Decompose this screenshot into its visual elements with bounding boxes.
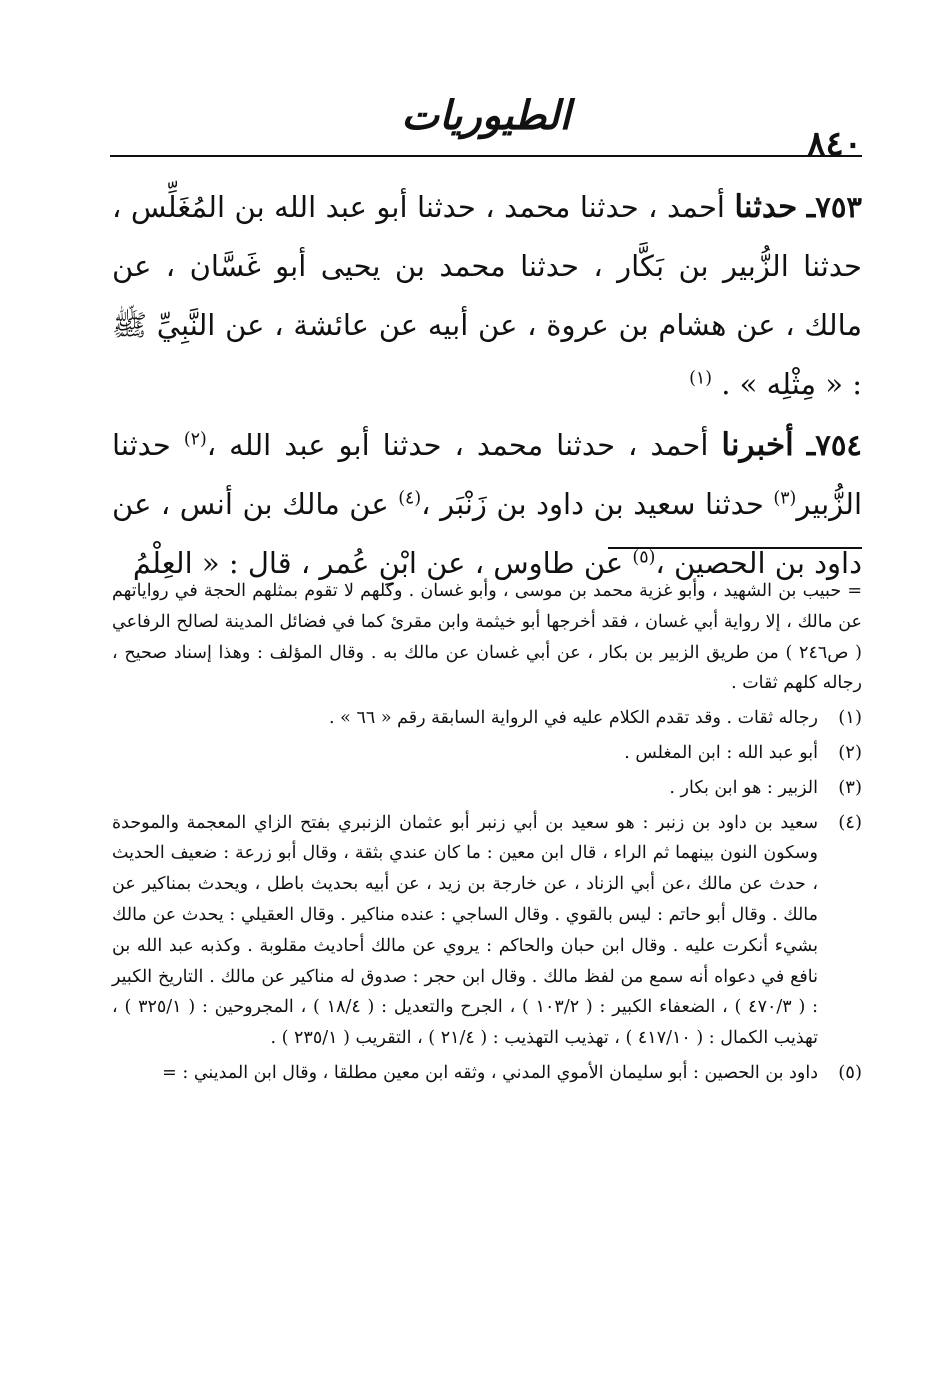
hadith-number: ٧٥٤ـ: [806, 428, 862, 462]
footnote-ref: (١): [689, 368, 712, 389]
footnote-ref: (٢): [183, 429, 207, 450]
hadith-text: أحمد ، حدثنا محمد ، حدثنا أبو عبد الله بن المُغَلِّس ، حدثنا الزُّبير بن بَكَّار ، حدثنا محمد بن يحيى أبو غَسَّان ، عن مالك ، عن هشام بن عروة ، عن أبيه عن عائشة ، عن النَّبِيِّ ﷺ : « مِثْلِه » .: [112, 190, 862, 401]
footnote-text: أبو عبد الله : ابن المغلس .: [624, 742, 818, 763]
hadith-lead-word: حدثنا: [734, 189, 798, 225]
footnote-ref: (٤): [398, 488, 422, 509]
footnote-ref: (٣): [773, 488, 797, 509]
page-number: ٨٤٠: [807, 124, 862, 164]
hadith-text: حدثنا سعيد بن داود بن زَنْبَر ،: [421, 487, 764, 521]
footnotes: [112, 576, 862, 1093]
footnote-3: [112, 773, 862, 804]
header-divider: [110, 155, 862, 157]
footnote-text: الزبير : هو ابن بكار .: [669, 777, 818, 798]
footnote-2: [112, 738, 862, 769]
footnote-text: سعيد بن داود بن زنبر : هو سعيد بن أبي زنبر أبو عثمان الزنبري بفتح الزاي المعجمة والموحدة وسكون النون بينهما ثم الراء ، قال ابن معين : ما كان عندي بثقة ، وقال أبو زرعة : ضعيف الحديث ، حدث عن مالك ،عن أبي الزناد ، عن خارجة بن زيد ، عن أبيه بحديث باطل ، ويحدث بمناكير عن مالك . وقال أبو حاتم : ليس بالقوي . وقال الساجي : عنده مناكير . وقال العقيلي : يحدث عن مالك بشيء أنكرت عليه . وقال ابن حبان والحاكم : يروي عن مالك أحاديث مقلوبة . وكذبه عبد الله بن نافع في دعواه أنه سمع من لفظ مالك . وقال ابن حجر : صدوق له مناكير عن مالك . التاريخ الكبير : ( ٤٧٠/٣ ) ، الضعفاء الكبير : ( ١٠٣/٢ ) ، الجرح والتعديل : ( ١٨/٤ ) ، المجروحين : ( ٣٢٥/١ ) ، تهذيب الكمال : ( ٤١٧/١٠ ) ، تهذيب التهذيب : ( ٢١/٤ ) ، التقريب ( ٢٣٥/١ ) .: [112, 812, 818, 1049]
footnote-marker: (١): [838, 707, 862, 729]
main-text: [112, 178, 862, 593]
footnote-marker: (٥): [838, 1061, 862, 1083]
hadith-text: عن مالك بن أنس ، عن داود بن الحصين ،: [112, 487, 862, 580]
hadith-number: ٧٥٣ـ: [806, 190, 863, 224]
footnote-ref: (٥): [632, 547, 656, 568]
footnote-4: [112, 808, 862, 1054]
hadith-text: أحمد ، حدثنا محمد ، حدثنا أبو عبد الله ،: [206, 428, 709, 462]
footnote-continuation: = حبيب بن الشهيد ، وأبو غزية محمد بن موسى ، وأبو غسان . وكلهم لا تقوم بمثلهم الحجة في رواياتهم عن مالك ، إلا رواية أبي غسان ، فقد أخرجها أبو خيثمة وابن مقرئ كما في فضائل المدينة لصالح الرفاعي ( ص٢٤٦ ) من طريق الزبير بن بكار ، عن أبي غسان عن مالك به . وقال المؤلف : وهذا إسناد صحيح ، رجاله كلهم ثقات .: [112, 581, 862, 694]
footnote-marker: (٣): [838, 776, 862, 798]
footnote-5: [112, 1058, 862, 1089]
hadith-754: [112, 416, 862, 593]
hadith-753: [112, 178, 862, 414]
page-header: [110, 88, 862, 164]
hadith-lead-word: أخبرنا: [721, 427, 794, 463]
footnote-1: [112, 703, 862, 734]
footnote-text: داود بن الحصين : أبو سليمان الأموي المدني ، وثقه ابن معين مطلقا ، وقال ابن المديني : =: [162, 1062, 818, 1083]
footnote-marker: (٤): [838, 811, 862, 833]
footnote-text: رجاله ثقات . وقد تقدم الكلام عليه في الرواية السابقة رقم « ٦٦ » .: [329, 708, 818, 729]
footnote-divider: [608, 547, 862, 549]
book-title: الطيوريات: [401, 92, 571, 139]
footnote-marker: (٢): [838, 741, 862, 763]
hadith-text: حدثنا الزُّبير: [112, 428, 863, 521]
hadith-text: عن طاوس ، عن ابْنِ عُمر ، قال : « العِلْمُ: [132, 546, 624, 580]
